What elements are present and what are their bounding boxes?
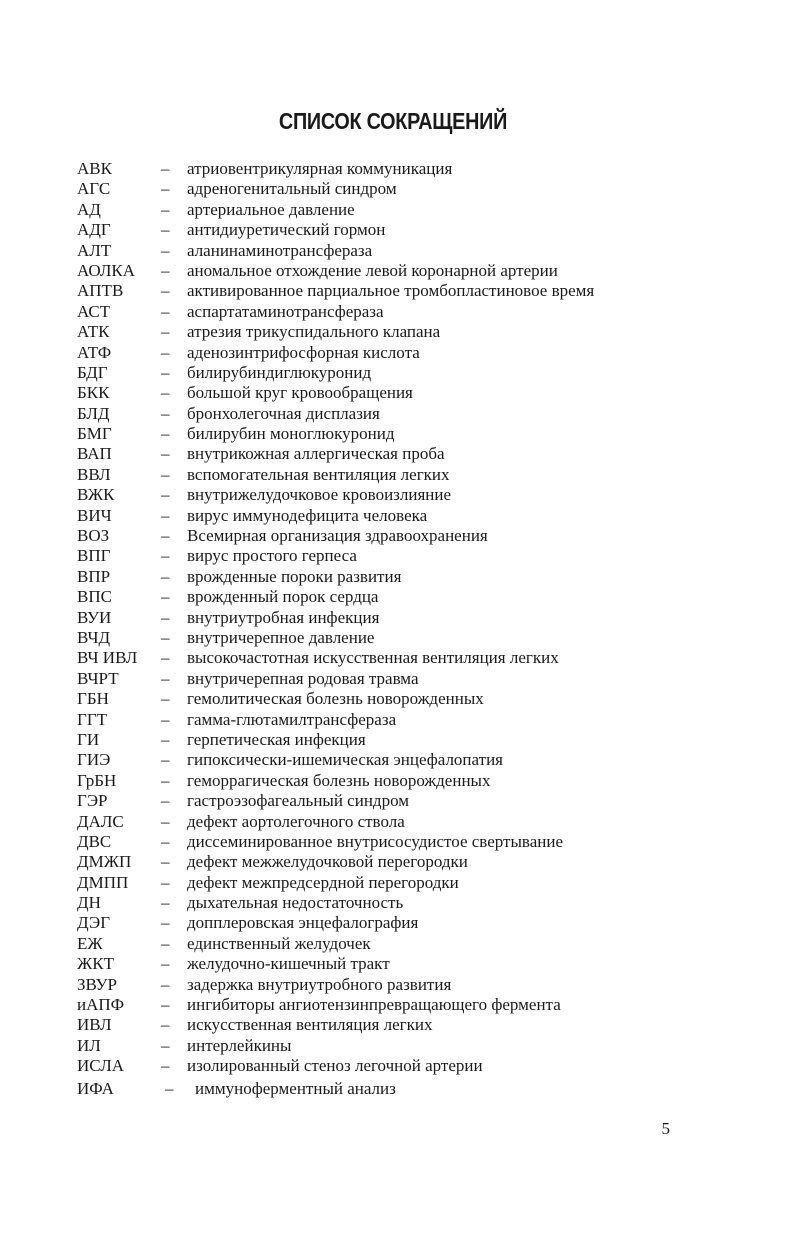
abbreviation-definition: задержка внутриутробного развития [187, 974, 452, 994]
abbreviation-dash: – [161, 383, 170, 403]
abbreviation-definition: аспартатаминотрансфераза [187, 301, 384, 321]
abbreviation-term: АВК [77, 159, 112, 178]
abbreviation-term: ГБН [77, 689, 109, 709]
abbreviation-row [77, 241, 737, 261]
abbreviation-dash: – [161, 709, 170, 729]
abbreviation-definition: иммуноферментный анализ [195, 1078, 396, 1098]
abbreviation-row [77, 730, 737, 750]
abbreviation-term: ВОЗ [77, 526, 110, 546]
abbreviation-dash: – [161, 464, 170, 484]
abbreviation-dash: – [161, 913, 170, 933]
abbreviation-definition: артериальное давление [187, 199, 355, 219]
abbreviation-definition: искусственная вентиляция легких [187, 1015, 433, 1035]
abbreviation-row [77, 343, 737, 363]
abbreviation-definition: единственный желудочек [187, 933, 371, 953]
abbreviation-term: АТК [77, 322, 110, 342]
abbreviation-row [77, 200, 737, 220]
abbreviation-dash: – [161, 260, 170, 280]
abbreviation-dash: – [161, 831, 170, 851]
abbreviation-row [77, 934, 737, 954]
abbreviation-definition: внутричерепное давление [187, 627, 375, 647]
abbreviation-term: ГИ [77, 729, 100, 749]
abbreviation-definition: атрезия трикуспидального клапана [187, 322, 441, 342]
abbreviation-definition: билирубиндиглюкуронид [187, 362, 372, 382]
abbreviation-term: ВПС [77, 587, 112, 607]
abbreviation-row [77, 873, 737, 893]
abbreviation-term: ВЧРТ [77, 668, 119, 688]
abbreviation-term: ЗВУР [77, 974, 117, 994]
abbreviation-term: АД [77, 199, 101, 219]
abbreviation-term: АСТ [77, 301, 111, 321]
abbreviation-definition: герпетическая инфекция [187, 729, 366, 749]
abbreviation-term: БЛД [77, 403, 110, 423]
abbreviation-term: БМГ [77, 424, 112, 444]
abbreviation-dash: – [161, 199, 170, 219]
abbreviation-term: ЖКТ [77, 954, 114, 974]
abbreviation-term: ГЭР [77, 791, 108, 811]
abbreviation-term: иАПФ [77, 995, 125, 1015]
abbreviation-definition: изолированный стеноз легочной артерии [187, 1056, 483, 1076]
abbreviation-dash: – [161, 770, 170, 790]
abbreviation-row [77, 750, 737, 770]
abbreviation-definition: аланинаминотрансфераза [187, 240, 373, 260]
abbreviation-term: ВЧ ИВЛ [77, 648, 138, 668]
abbreviation-term: ДВС [77, 831, 112, 851]
abbreviation-row [77, 363, 737, 383]
abbreviation-definition: большой круг кровообращения [187, 383, 413, 403]
abbreviation-definition: билирубин моноглюкуронид [187, 424, 395, 444]
abbreviation-definition: геморрагическая болезнь новорожденных [187, 770, 491, 790]
abbreviation-row [77, 893, 737, 913]
abbreviation-definition: гемолитическая болезнь новорожденных [187, 689, 484, 709]
abbreviation-definition: гастроэзофагеальный синдром [187, 791, 410, 811]
abbreviation-term: ВЧД [77, 627, 111, 647]
abbreviation-definition: аденозинтрифосфорная кислота [187, 342, 420, 362]
abbreviation-dash: – [161, 689, 170, 709]
abbreviation-dash: – [161, 893, 170, 913]
abbreviation-row [77, 648, 737, 668]
abbreviation-row [77, 995, 737, 1015]
abbreviation-row [77, 852, 737, 872]
abbreviation-row [77, 179, 737, 199]
abbreviation-term: ИВЛ [77, 1015, 112, 1035]
abbreviation-row [77, 261, 737, 281]
abbreviation-dash: – [161, 648, 170, 668]
abbreviation-definition: бронхолегочная дисплазия [187, 403, 380, 423]
abbreviation-list [77, 159, 737, 1099]
abbreviation-row [77, 975, 737, 995]
abbreviation-definition: внутрикожная аллергическая проба [187, 444, 445, 464]
abbreviation-row [77, 1036, 737, 1056]
abbreviation-dash: – [161, 954, 170, 974]
abbreviation-row [77, 954, 737, 974]
abbreviation-term: БДГ [77, 362, 108, 382]
abbreviation-dash: – [161, 159, 170, 178]
abbreviation-row [77, 322, 737, 342]
abbreviation-dash: – [161, 485, 170, 505]
abbreviation-term: АПТВ [77, 281, 124, 301]
abbreviation-row [77, 465, 737, 485]
abbreviation-row [77, 220, 737, 240]
abbreviation-dash: – [161, 362, 170, 382]
abbreviation-dash: – [161, 403, 170, 423]
abbreviation-dash: – [161, 872, 170, 892]
abbreviation-definition: вирус иммунодефицита человека [187, 505, 428, 525]
abbreviation-row [77, 608, 737, 628]
abbreviation-definition: желудочно-кишечный тракт [187, 954, 390, 974]
abbreviation-dash: – [161, 729, 170, 749]
abbreviation-dash: – [161, 322, 170, 342]
abbreviation-definition: интерлейкины [187, 1035, 292, 1055]
abbreviation-term: ЕЖ [77, 933, 103, 953]
abbreviation-row [77, 832, 737, 852]
abbreviation-definition: активированное парциальное тромбопластиновое время [187, 281, 595, 301]
abbreviation-row [77, 383, 737, 403]
abbreviation-definition: вспомогательная вентиляция легких [187, 464, 450, 484]
abbreviation-dash: – [161, 1056, 170, 1076]
abbreviation-dash: – [161, 342, 170, 362]
abbreviation-definition: внутричерепная родовая травма [187, 668, 419, 688]
abbreviation-row [77, 587, 737, 607]
abbreviation-dash: – [161, 587, 170, 607]
abbreviation-row [77, 485, 737, 505]
abbreviation-dash: – [161, 750, 170, 770]
abbreviation-definition: аномальное отхождение левой коронарной артерии [187, 260, 558, 280]
abbreviation-definition: ингибиторы ангиотензинпревращающего фермента [187, 995, 561, 1015]
abbreviation-row [77, 404, 737, 424]
abbreviation-dash: – [165, 1078, 174, 1098]
abbreviation-dash: – [161, 281, 170, 301]
abbreviation-term: ДЭГ [77, 913, 111, 933]
abbreviation-definition: дефект аортолегочного ствола [187, 811, 405, 831]
abbreviation-term: ИЛ [77, 1035, 101, 1055]
abbreviation-dash: – [161, 505, 170, 525]
abbreviation-dash: – [161, 852, 170, 872]
abbreviation-definition: Всемирная организация здравоохранения [187, 526, 488, 546]
abbreviation-dash: – [161, 444, 170, 464]
abbreviation-term: ДН [77, 893, 101, 913]
abbreviation-dash: – [161, 668, 170, 688]
abbreviation-row [77, 526, 737, 546]
abbreviation-dash: – [161, 1015, 170, 1035]
abbreviation-term: АЛТ [77, 240, 112, 260]
abbreviation-dash: – [161, 607, 170, 627]
abbreviation-term: АДГ [77, 220, 111, 240]
abbreviation-dash: – [161, 995, 170, 1015]
abbreviation-dash: – [161, 220, 170, 240]
abbreviation-term: ГГТ [77, 709, 108, 729]
abbreviation-dash: – [161, 546, 170, 566]
abbreviation-term: ВЖК [77, 485, 115, 505]
abbreviation-definition: врожденный порок сердца [187, 587, 379, 607]
abbreviation-row [77, 1015, 737, 1035]
abbreviation-dash: – [161, 566, 170, 586]
abbreviation-dash: – [161, 627, 170, 647]
abbreviation-row [77, 302, 737, 322]
abbreviation-term: ДАЛС [77, 811, 124, 831]
abbreviation-term: БКК [77, 383, 110, 403]
abbreviation-term: ИСЛА [77, 1056, 124, 1076]
abbreviation-term: ДМЖП [77, 852, 132, 872]
abbreviation-definition: дефект межпредсердной перегородки [187, 872, 459, 892]
abbreviation-term: ВАП [77, 444, 112, 464]
abbreviation-definition: внутрижелудочковое кровоизлияние [187, 485, 452, 505]
abbreviation-term: ДМПП [77, 872, 129, 892]
abbreviation-dash: – [161, 526, 170, 546]
abbreviation-row [77, 1056, 737, 1076]
abbreviation-row [77, 1079, 737, 1099]
abbreviation-term: АТФ [77, 342, 112, 362]
abbreviation-definition: гамма-глютамилтрансфераза [187, 709, 397, 729]
abbreviation-definition: антидиуретический гормон [187, 220, 386, 240]
abbreviation-row [77, 771, 737, 791]
abbreviation-term: ВПР [77, 566, 111, 586]
abbreviation-dash: – [161, 811, 170, 831]
abbreviation-row [77, 567, 737, 587]
abbreviation-term: ВВЛ [77, 464, 111, 484]
abbreviation-definition: вирус простого герпеса [187, 546, 357, 566]
abbreviation-dash: – [161, 240, 170, 260]
abbreviation-row [77, 628, 737, 648]
abbreviation-row [77, 159, 737, 179]
abbreviation-term: АГС [77, 179, 111, 199]
abbreviation-row [77, 913, 737, 933]
abbreviation-row [77, 506, 737, 526]
abbreviation-row [77, 444, 737, 464]
page-title: СПИСОК СОКРАЩЕНИЙ [278, 108, 508, 134]
page-number: 5 [661, 1119, 670, 1138]
abbreviation-dash: – [161, 179, 170, 199]
abbreviation-term: ВУИ [77, 607, 112, 627]
abbreviation-definition: дефект межжелудочковой перегородки [187, 852, 468, 872]
abbreviation-row [77, 710, 737, 730]
abbreviation-row [77, 791, 737, 811]
abbreviation-definition: внутриутробная инфекция [187, 607, 380, 627]
abbreviation-definition: допплеровская энцефалография [187, 913, 419, 933]
abbreviation-row [77, 669, 737, 689]
abbreviation-dash: – [161, 933, 170, 953]
abbreviation-dash: – [161, 301, 170, 321]
abbreviation-term: ВИЧ [77, 505, 112, 525]
abbreviation-definition: врожденные пороки развития [187, 566, 402, 586]
abbreviation-term: АОЛКА [77, 260, 136, 280]
abbreviation-definition: гипоксически-ишемическая энцефалопатия [187, 750, 503, 770]
abbreviation-dash: – [161, 424, 170, 444]
abbreviation-term: ИФА [77, 1078, 114, 1098]
abbreviation-dash: – [161, 791, 170, 811]
abbreviation-definition: адреногенитальный синдром [187, 179, 397, 199]
abbreviation-term: ВПГ [77, 546, 111, 566]
abbreviation-definition: дыхательная недостаточность [187, 893, 404, 913]
abbreviation-row [77, 546, 737, 566]
abbreviation-row [77, 424, 737, 444]
abbreviation-dash: – [161, 1035, 170, 1055]
abbreviation-definition: атриовентрикулярная коммуникация [187, 159, 453, 178]
abbreviation-row [77, 812, 737, 832]
abbreviation-definition: диссеминированное внутрисосудистое свертывание [187, 831, 564, 851]
abbreviation-dash: – [161, 974, 170, 994]
abbreviation-definition: высокочастотная искусственная вентиляция легких [187, 648, 559, 668]
abbreviation-row [77, 689, 737, 709]
abbreviation-term: ГИЭ [77, 750, 111, 770]
abbreviation-row [77, 281, 737, 301]
abbreviation-term: ГрБН [77, 770, 117, 790]
